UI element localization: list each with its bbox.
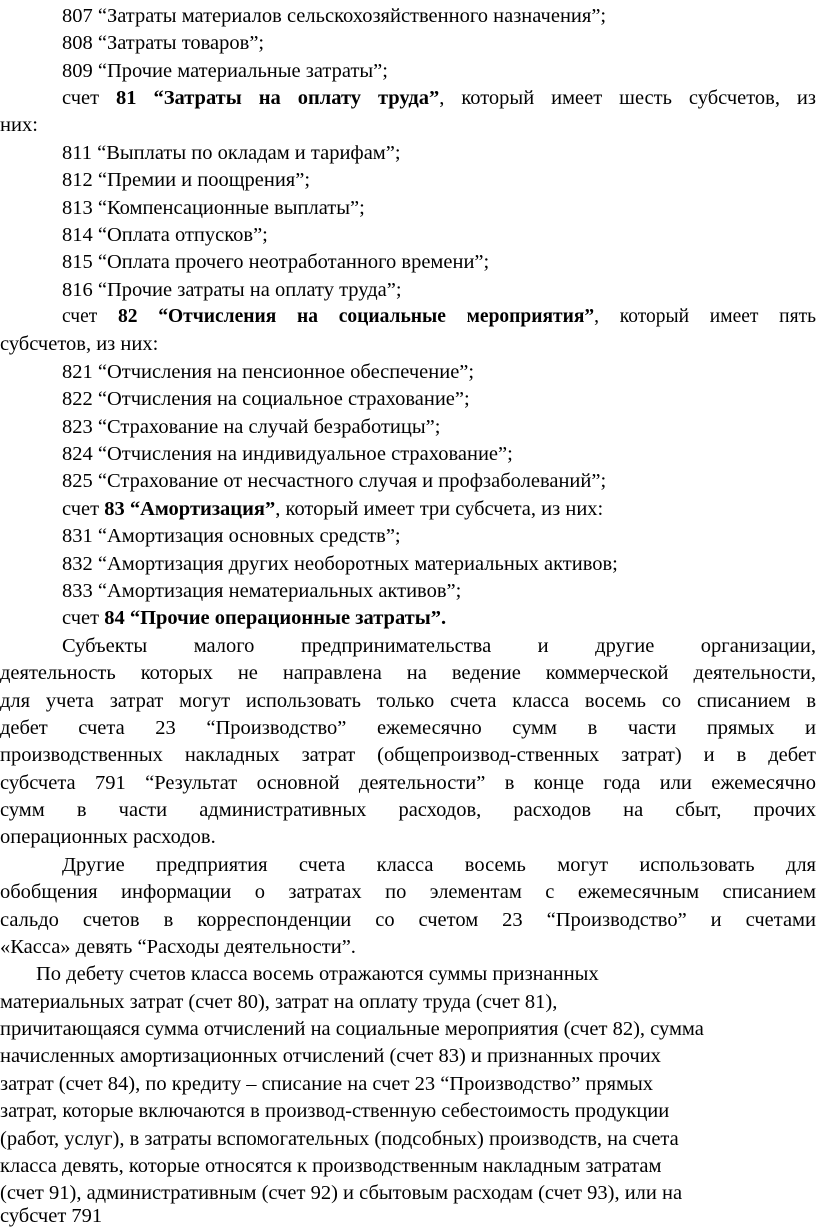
subaccount-814: 814 “Оплата отпусков”; [62, 224, 268, 246]
subaccount-825: 825 “Страхование от несчастного случая и профзаболеваний”; [62, 470, 607, 492]
paragraph1-line: Субъекты малого предпринимательства и другие организации, [62, 635, 816, 657]
account-81-heading: счет 81 “Затраты на оплату труда”, который имеет шесть субсчетов, из [62, 87, 816, 109]
paragraph1-line: деятельность которых не направлена на ведение коммерческой деятельности, [0, 662, 816, 684]
paragraph3-line: (счет 91), административным (счет 92) и сбытовым расходам (счет 93), или на [0, 1182, 683, 1204]
subaccount-823: 823 “Страхование на случай безработицы”; [62, 416, 441, 438]
account-82-heading: счет 82 “Отчисления на социальные мероприятия”, который имеет пять [62, 306, 816, 327]
account-82-name: 82 “Отчисления на социальные мероприятия” [118, 306, 595, 327]
subaccount-822: 822 “Отчисления на социальное страхование”; [62, 388, 470, 410]
subaccount-821: 821 “Отчисления на пенсионное обеспечение”; [62, 361, 475, 383]
paragraph3-line: затрат, которые включаются в производ-ственную себестоимость продукции [0, 1100, 670, 1122]
paragraph2-line: сальдо счетов в корреспонденции со счетом 23 “Производство” и счетами [0, 909, 816, 931]
paragraph2-line: Другие предприятия счета класса восемь могут использовать для [62, 854, 816, 876]
account-81-name: 81 “Затраты на оплату труда” [116, 87, 440, 109]
paragraph3-line: субсчет 791 [0, 1205, 103, 1227]
subaccount-812: 812 “Премии и поощрения”; [62, 169, 311, 191]
paragraph1-line: для учета затрат могут использовать только счета класса восемь со списанием в [0, 690, 816, 712]
account-83-name: 83 “Амортизация” [104, 498, 276, 520]
paragraph3-line: (работ, услуг), в затраты вспомогательных (подсобных) производств, на счета [0, 1128, 679, 1150]
subaccount-815: 815 “Оплата прочего неотработанного времени”; [62, 251, 490, 273]
paragraph3-line: начисленных амортизационных отчислений (счет 83) и признанных прочих [0, 1045, 661, 1067]
paragraph3-line: По дебету счетов класса восемь отражаются суммы признанных [36, 963, 599, 985]
subaccount-816: 816 “Прочие затраты на оплату труда”; [62, 279, 402, 301]
subaccount-811: 811 “Выплаты по окладам и тарифам”; [62, 142, 401, 164]
subaccount-813: 813 “Компенсационные выплаты”; [62, 197, 365, 219]
subaccount-832: 832 “Амортизация других необоротных материальных активов; [62, 553, 618, 575]
subaccount-808: 808 “Затраты товаров”; [62, 32, 265, 54]
subaccount-833: 833 “Амортизация нематериальных активов”; [62, 580, 462, 602]
paragraph1-line: производственных накладных затрат (общепроизвод-ственных затрат) и в дебет [0, 744, 816, 766]
account-84-name: 84 “Прочие операционные затраты”. [104, 607, 447, 629]
paragraph2-line: обобщения информации о затратах по элементам с ежемесячным списанием [0, 881, 816, 903]
paragraph1-line: операционных расходов. [0, 826, 216, 848]
paragraph3-line: затрат (счет 84), по кредиту – списание на счет 23 “Производство” прямых [0, 1073, 654, 1095]
account-84-heading: счет 84 “Прочие операционные затраты”. [62, 607, 447, 629]
account-82-heading-cont: субсчетов, из них: [0, 333, 159, 355]
subaccount-824: 824 “Отчисления на индивидуальное страхование”; [62, 443, 513, 465]
paragraph1-line: субсчета 791 “Результат основной деятельности” в конце года или ежемесячно [0, 772, 816, 794]
account-83-heading: счет 83 “Амортизация”, который имеет три субсчета, из них: [62, 498, 604, 520]
paragraph3-line: класса девять, которые относятся к производственным накладным затратам [0, 1155, 662, 1177]
paragraph2-line: «Касса» девять “Расходы деятельности”. [0, 936, 356, 958]
paragraph3-line: причитающаяся сумма отчислений на социальные мероприятия (счет 82), сумма [0, 1018, 704, 1040]
paragraph3-line: материальных затрат (счет 80), затрат на оплату труда (счет 81), [0, 991, 558, 1013]
subaccount-807: 807 “Затраты материалов сельскохозяйственного назначения”; [62, 5, 607, 27]
paragraph1-line: сумм в части административных расходов, расходов на сбыт, прочих [0, 799, 816, 821]
subaccount-809: 809 “Прочие материальные затраты”; [62, 60, 388, 82]
paragraph1-line: дебет счета 23 “Производство” ежемесячно сумм в части прямых и [0, 717, 816, 739]
subaccount-831: 831 “Амортизация основных средств”; [62, 525, 401, 547]
account-81-heading-cont: них: [0, 114, 38, 136]
